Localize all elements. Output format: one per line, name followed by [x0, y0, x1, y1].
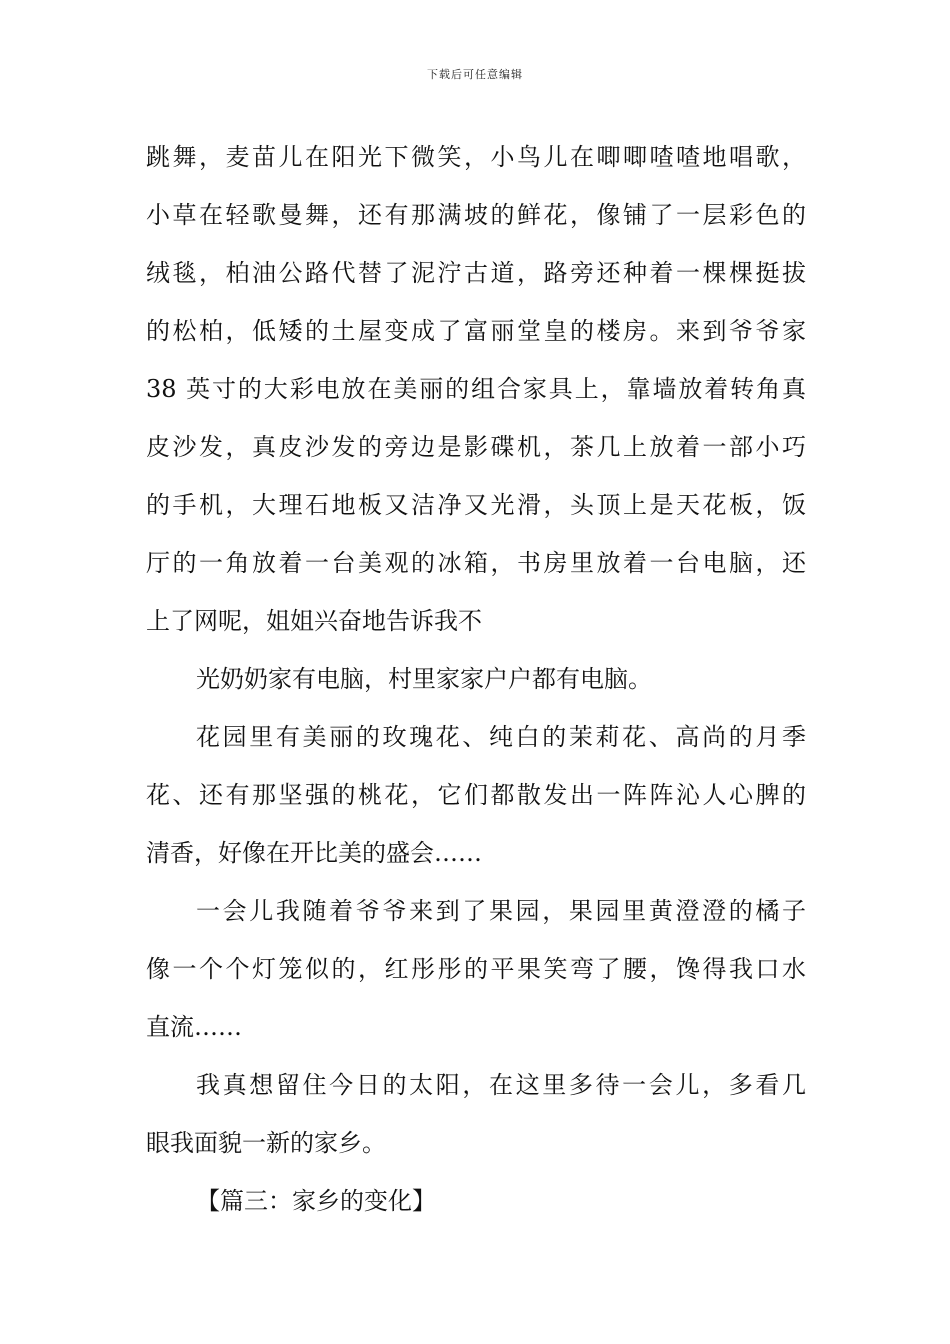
text-line: 花园里有美丽的玫瑰花、纯白的茉莉花、高尚的月季 — [196, 723, 806, 751]
text-line: 花、还有那坚强的桃花，它们都散发出一阵阵沁人心脾的 — [146, 781, 806, 809]
text-line: 皮沙发，真皮沙发的旁边是影碟机，茶几上放着一部小巧 — [146, 433, 806, 461]
text-line: 厅的一角放着一台美观的冰箱，书房里放着一台电脑，还 — [146, 549, 806, 577]
text-line: 的松柏，低矮的土屋变成了富丽堂皇的楼房。来到爷爷家 — [146, 317, 806, 345]
paragraph — [146, 650, 806, 708]
document-body — [146, 128, 806, 1230]
section-heading — [146, 1172, 806, 1230]
text-line: 38 英寸的大彩电放在美丽的组合家具上，靠墙放着转角真 — [146, 375, 806, 403]
paragraph — [146, 708, 806, 882]
text-line: 上了网呢，姐姐兴奋地告诉我不 — [146, 607, 482, 635]
text-line: 清香，好像在开比美的盛会…… — [146, 839, 482, 867]
text-line: 小草在轻歌曼舞，还有那满坡的鲜花，像铺了一层彩色的 — [146, 201, 806, 229]
text-line: 一会儿我随着爷爷来到了果园，果园里黄澄澄的橘子 — [196, 897, 806, 925]
text-line: 像一个个灯笼似的，红彤彤的平果笑弯了腰，馋得我口水 — [146, 955, 806, 983]
text-line: 我真想留住今日的太阳，在这里多待一会儿，多看几 — [196, 1071, 806, 1099]
text-line: 眼我面貌一新的家乡。 — [146, 1129, 386, 1157]
paragraph — [146, 1056, 806, 1172]
paragraph — [146, 128, 806, 650]
text-line: 的手机，大理石地板又洁净又光滑，头顶上是天花板，饭 — [146, 491, 806, 519]
text-line: 绒毯，柏油公路代替了泥泞古道，路旁还种着一棵棵挺拔 — [146, 259, 806, 287]
paragraph — [146, 882, 806, 1056]
text-line: 跳舞，麦苗儿在阳光下微笑，小鸟儿在唧唧喳喳地唱歌， — [146, 143, 806, 171]
text-line: 直流…… — [146, 1013, 242, 1041]
page-header-note: 下载后可任意编辑 — [427, 68, 523, 81]
text-line: 光奶奶家有电脑，村里家家户户都有电脑。 — [196, 665, 652, 693]
section-heading-text: 【篇三：家乡的变化】 — [196, 1187, 436, 1215]
